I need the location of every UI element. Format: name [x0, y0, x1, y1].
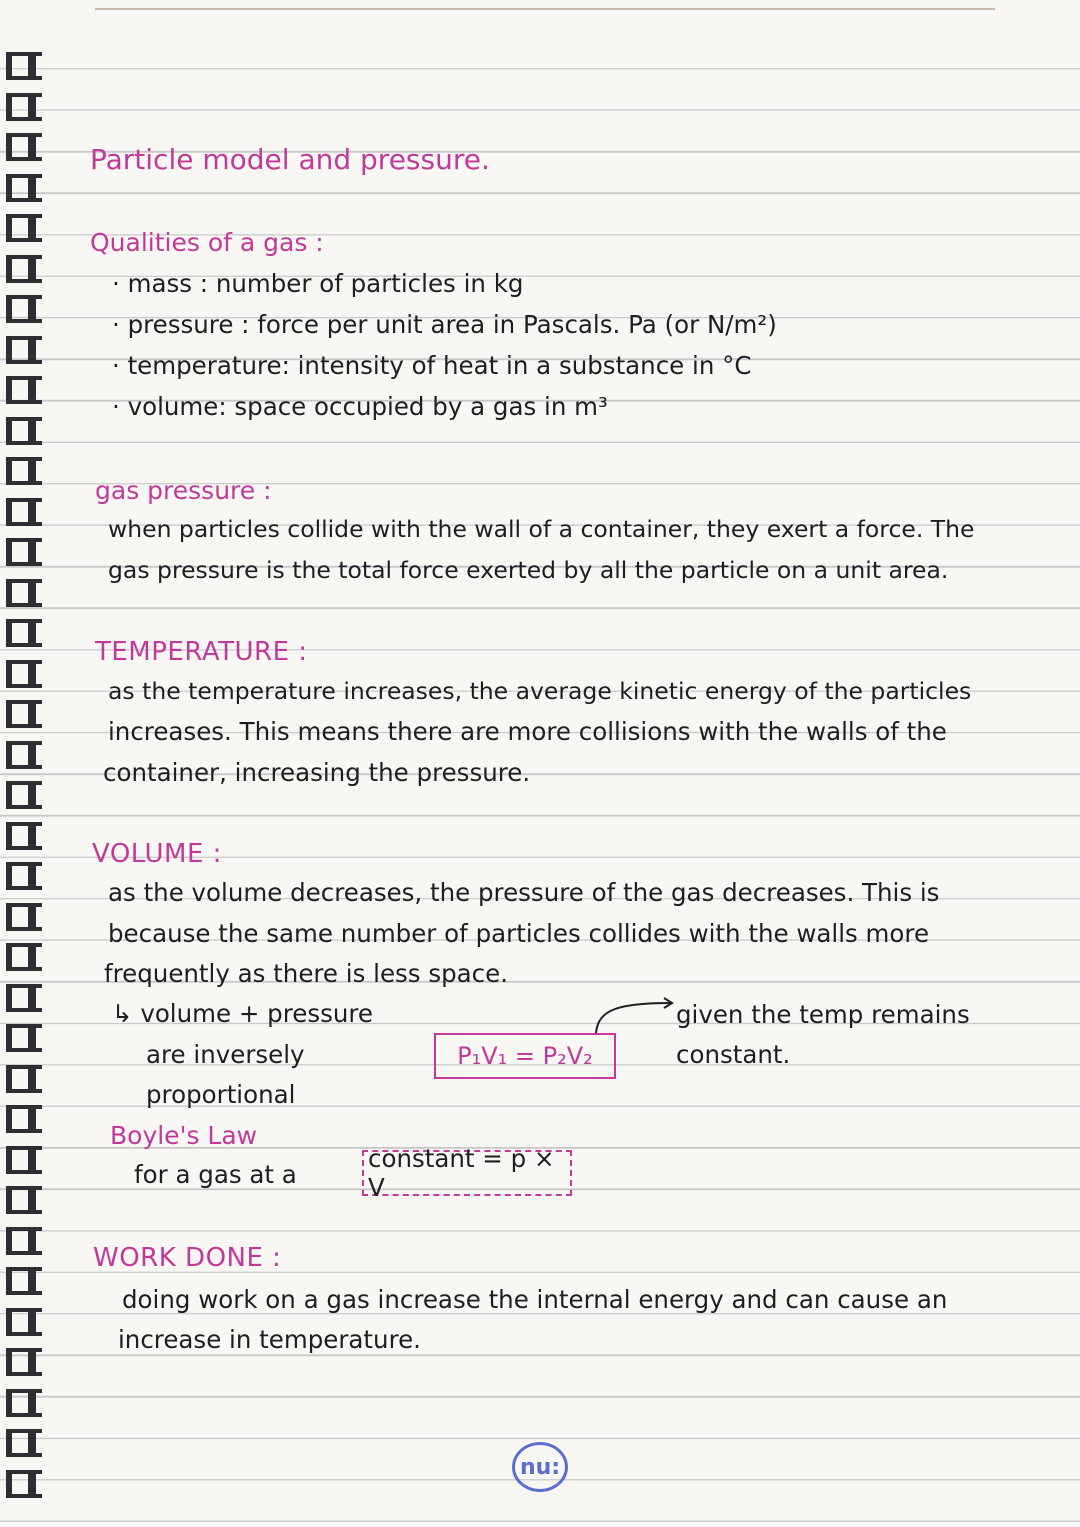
quality-item-volume: · volume: space occupied by a gas in m³ — [112, 392, 608, 421]
boyles-law-heading: Boyle's Law — [110, 1121, 258, 1150]
temperature-line-3: container, increasing the pressure. — [103, 758, 531, 787]
spiral-ring — [6, 1227, 42, 1255]
spiral-ring — [6, 376, 42, 404]
temperature-heading: TEMPERATURE : — [95, 637, 308, 667]
spiral-ring — [6, 1267, 42, 1295]
quality-item-mass: · mass : number of particles in kg — [112, 269, 524, 298]
spiral-ring — [6, 741, 42, 769]
spiral-ring — [6, 538, 42, 566]
spiral-ring — [6, 133, 42, 161]
spiral-ring — [6, 822, 42, 850]
spiral-ring — [6, 1186, 42, 1214]
nu-logo — [512, 1442, 568, 1492]
temperature-line-1: as the temperature increases, the average kinetic energy of the particles — [108, 677, 972, 705]
volume-line-3: frequently as there is less space. — [104, 959, 508, 988]
spiral-ring — [6, 943, 42, 971]
temperature-line-2: increases. This means there are more collisions with the walls of the — [108, 717, 947, 746]
work-done-heading: WORK DONE : — [93, 1243, 282, 1273]
spiral-ring — [6, 1429, 42, 1457]
spiral-ring — [6, 52, 42, 80]
quality-item-temperature: · temperature: intensity of heat in a substance in °C — [112, 351, 752, 380]
work-done-line-2: increase in temperature. — [118, 1325, 421, 1354]
relation-line-1: ↳ volume + pressure — [112, 999, 374, 1028]
spiral-ring — [6, 1308, 42, 1336]
gas-pressure-line-1: when particles collide with the wall of a container, they exert a force. The — [108, 515, 975, 543]
spiral-ring — [6, 1389, 42, 1417]
spiral-ring — [6, 1470, 42, 1498]
spiral-ring — [6, 457, 42, 485]
spiral-ring — [6, 700, 42, 728]
gas-pressure-heading: gas pressure : — [95, 476, 272, 505]
boyles-formula: P₁V₁ = P₂V₂ — [457, 1042, 593, 1070]
spiral-ring — [6, 93, 42, 121]
constant-temp-note-2: constant. — [676, 1040, 791, 1069]
spiral-ring — [6, 619, 42, 647]
spiral-ring — [6, 781, 42, 809]
work-done-line-1: doing work on a gas increase the internal energy and can cause an — [122, 1285, 948, 1314]
constant-formula: constant = p × V — [368, 1144, 555, 1202]
constant-formula-box — [362, 1144, 572, 1202]
spiral-ring — [6, 174, 42, 202]
spiral-ring — [6, 295, 42, 323]
gas-pressure-line-2: gas pressure is the total force exerted by all the particle on a unit area. — [108, 556, 949, 584]
spiral-ring — [6, 1146, 42, 1174]
arrow-icon — [590, 995, 680, 1037]
page-top-edge — [95, 8, 995, 10]
volume-heading: VOLUME : — [92, 839, 222, 869]
relation-line-2: are inversely — [146, 1040, 305, 1069]
constant-temp-note-1: given the temp remains — [676, 1000, 970, 1029]
volume-line-1: as the volume decreases, the pressure of the gas decreases. This is — [108, 878, 940, 907]
boyles-formula-box — [434, 1033, 616, 1079]
spiral-ring — [6, 984, 42, 1012]
page-title: Particle model and pressure. — [90, 143, 490, 176]
nu-logo-text: nu: — [519, 1454, 561, 1480]
qualities-heading: Qualities of a gas : — [90, 228, 324, 257]
spiral-ring — [6, 417, 42, 445]
spiral-ring — [6, 660, 42, 688]
spiral-ring — [6, 1065, 42, 1093]
spiral-ring — [6, 1348, 42, 1376]
spiral-ring — [6, 336, 42, 364]
spiral-ring — [6, 862, 42, 890]
boyles-law-prefix: for a gas at a — [134, 1160, 297, 1189]
spiral-ring — [6, 255, 42, 283]
spiral-ring — [6, 1024, 42, 1052]
spiral-ring — [6, 214, 42, 242]
spiral-binding — [0, 0, 60, 1527]
relation-line-3: proportional — [146, 1080, 296, 1109]
spiral-ring — [6, 1105, 42, 1133]
volume-line-2: because the same number of particles collides with the walls more — [108, 919, 930, 948]
spiral-ring — [6, 903, 42, 931]
spiral-ring — [6, 579, 42, 607]
spiral-ring — [6, 498, 42, 526]
quality-item-pressure: · pressure : force per unit area in Pascals. Pa (or N/m²) — [112, 310, 777, 339]
